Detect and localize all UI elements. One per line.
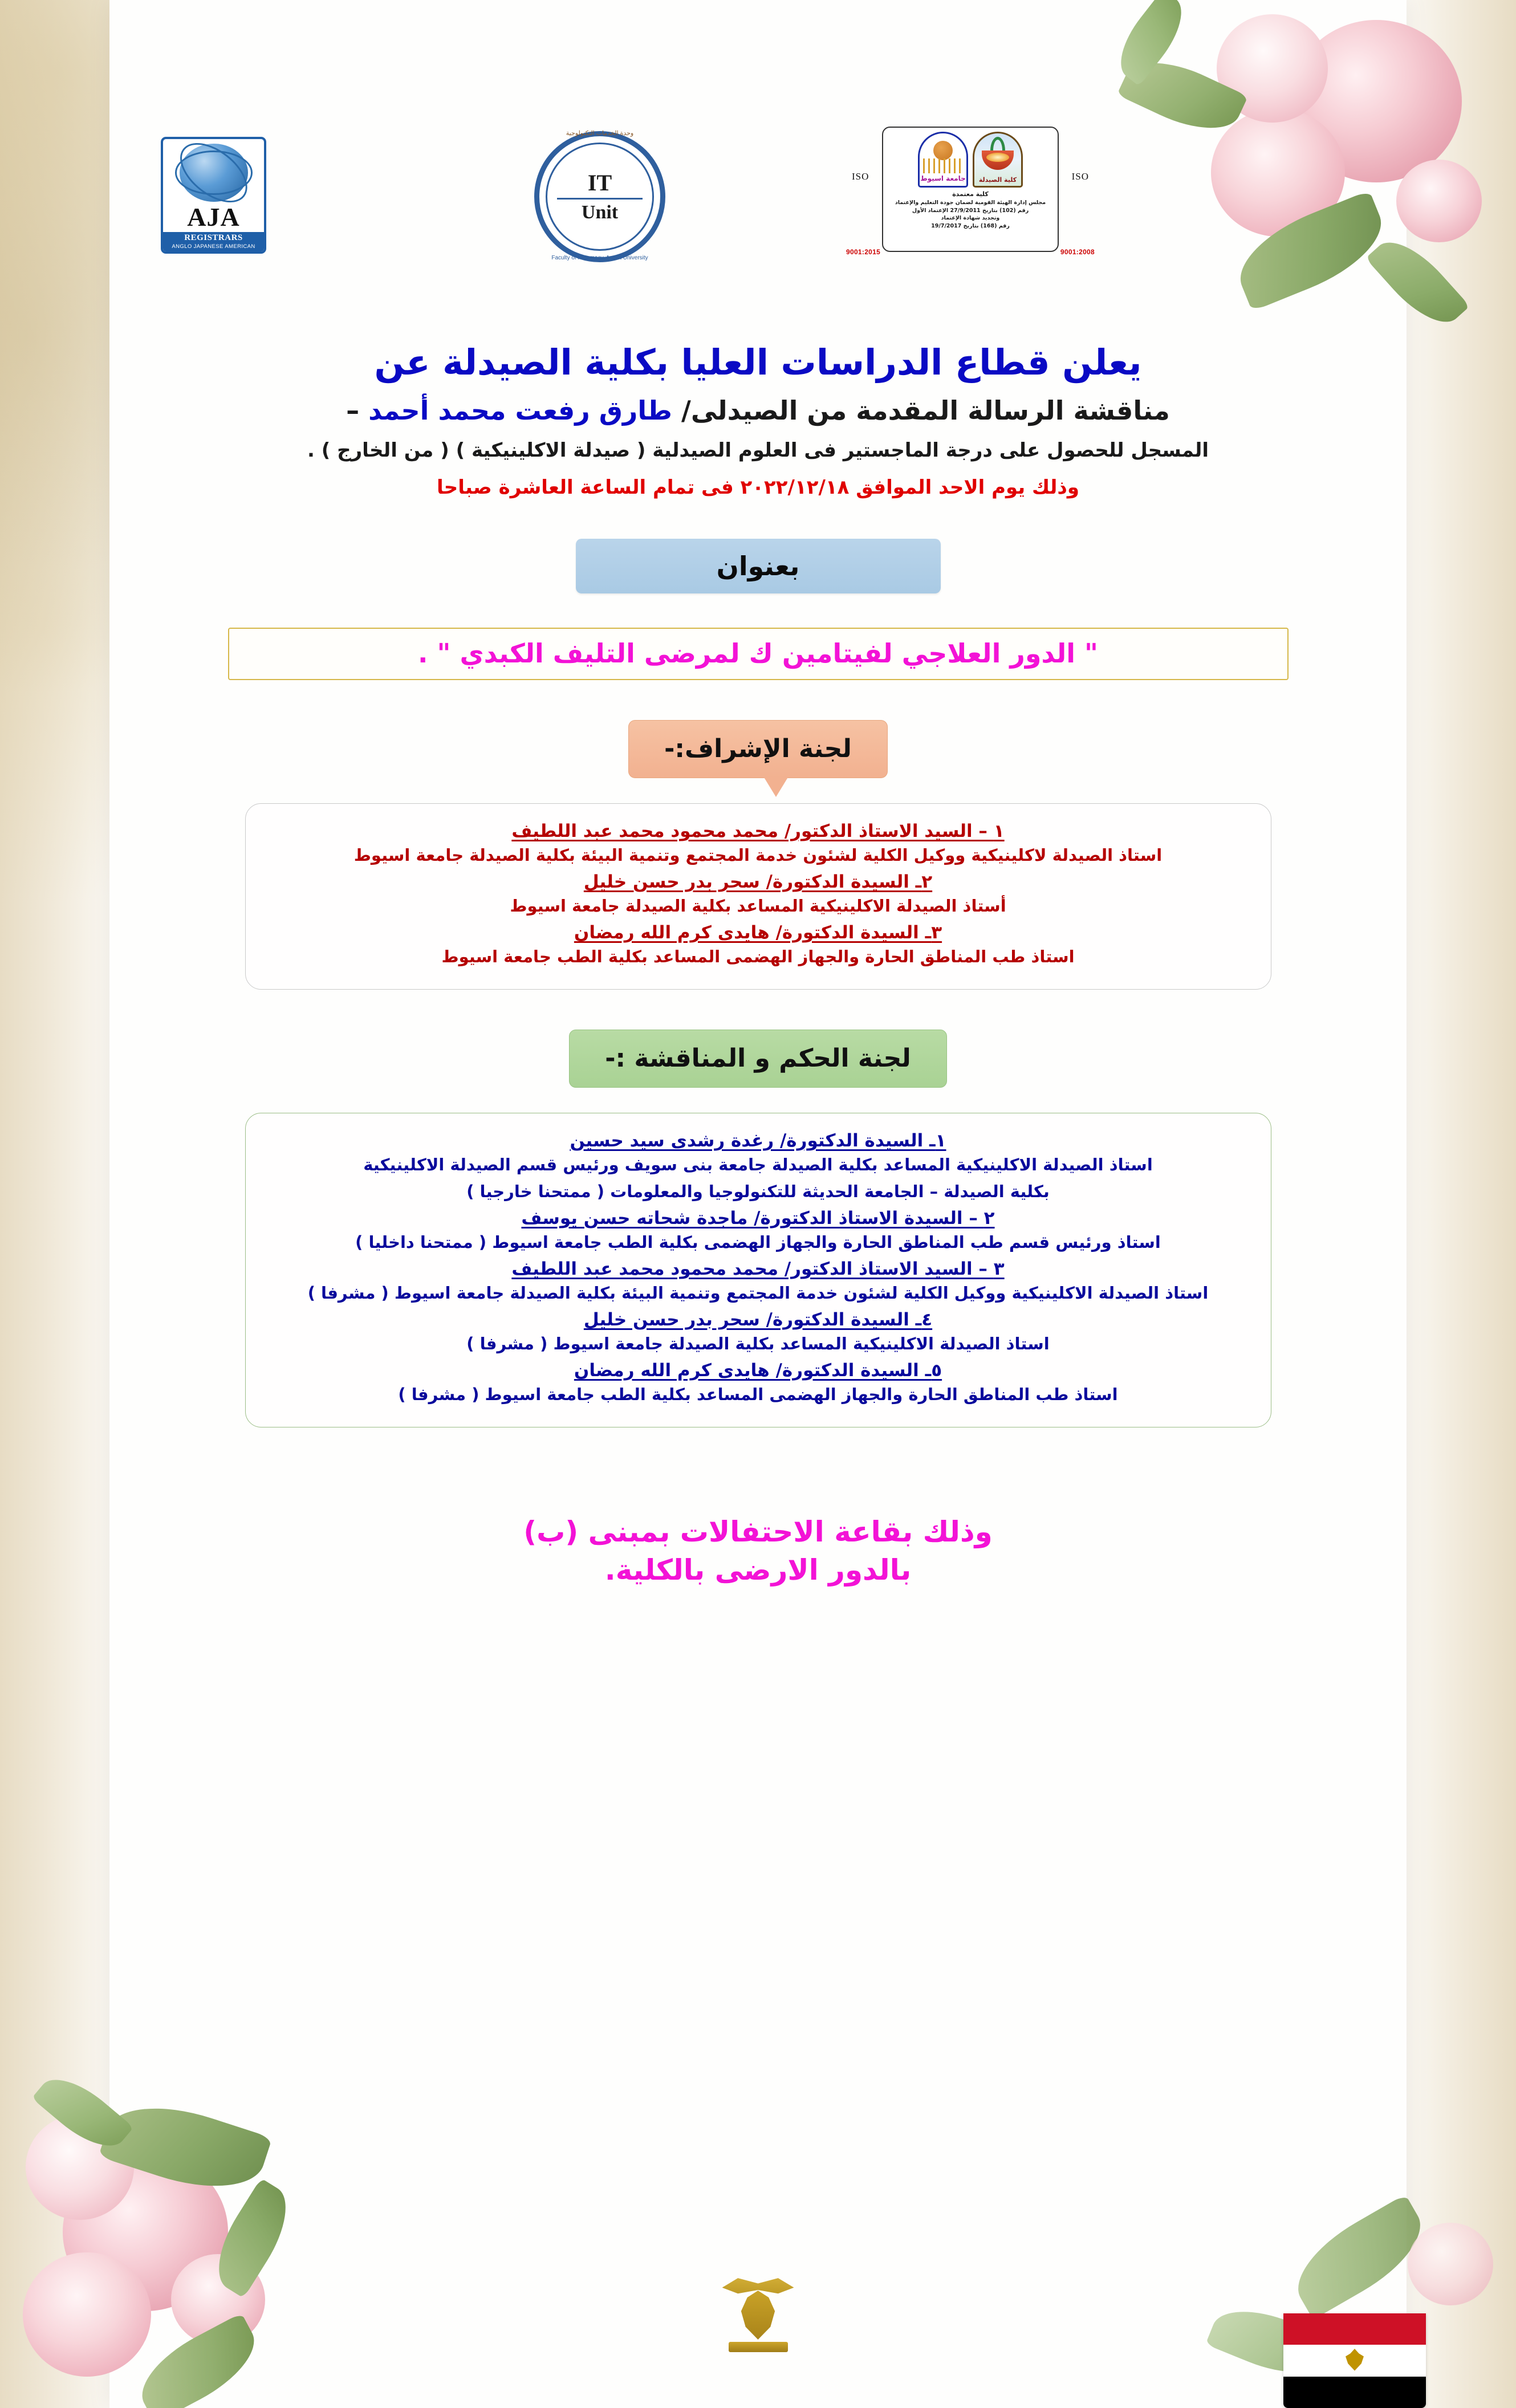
member-name: ٣ – السيد الاستاذ الدكتور/ محمد محمود محمد عبد اللطيف (511, 1258, 1005, 1279)
aja-registrars-logo (161, 137, 266, 254)
member-role: استاذ طب المناطق الحارة والجهاز الهضمى المساعد بكلية الطب جامعة اسيوط (441, 946, 1075, 966)
member-role: استاذ الصيدلة الاكلينيكية المساعد بكلية الصيدلة جامعة بنى سويف ورئيس قسم الصيدلة الاكلينيكية (363, 1155, 1153, 1175)
iso-accreditation-logo (846, 127, 1095, 261)
poster-content (109, 342, 1407, 1590)
member-role: استاذ طب المناطق الحارة والجهاز الهضمى المساعد بكلية الطب جامعة اسيوط ( مشرفا ) (398, 1384, 1118, 1404)
member-role: استاذ الصيدلة الاكلينيكية المساعد بكلية الصيدلة جامعة اسيوط ( مشرفا ) (466, 1333, 1050, 1353)
member-role: استاذ الصيدلة الاكلينيكية ووكيل الكلية لشئون خدمة المجتمع وتنمية البيئة بكلية الصيدلة جامعة اسيوط ( مشرفا ) (307, 1283, 1209, 1303)
iso-label-right: ISO (1071, 171, 1089, 182)
globe-icon (180, 144, 248, 202)
logo-row (109, 127, 1407, 280)
it-unit-unit-text: Unit (581, 201, 619, 223)
list-item (272, 1207, 1245, 1254)
member-name: ٤ـ السيدة الدكتورة/ سحر بدر حسن خليل (583, 1309, 933, 1330)
list-item (272, 820, 1245, 867)
accreditation-line-3: رقم (102) بتاريخ 27/9/2011 الإعتماد الأول (912, 207, 1029, 214)
it-unit-logo (534, 131, 665, 262)
member-name: ٣ـ السيدة الدكتورة/ هايدى كرم الله رمضان (574, 922, 942, 943)
aja-tagline: ANGLO JAPANESE AMERICAN (163, 243, 264, 251)
iso-number-right: 9001:2008 (1060, 248, 1095, 256)
it-unit-arc-bottom: Faculty of Pharmacy, Assiut University (551, 255, 648, 261)
iso-label-left: ISO (852, 171, 869, 182)
it-unit-it-text: IT (587, 169, 612, 196)
venue-line-1: وذلك بقاعة الاحتفالات بمبنى (ب) (523, 1515, 993, 1548)
faculty-of-pharmacy-crest (973, 132, 1023, 188)
assiut-university-crest (918, 132, 968, 188)
thesis-title-box: " الدور العلاجي لفيتامين ك لمرضى التليف الكبدي " . (228, 628, 1289, 680)
member-role-2: بكلية الصيدلة – الجامعة الحديثة للتكنولوجيا والمعلومات ( ممتحنا خارجيا ) (466, 1182, 1050, 1202)
member-name: ٢ـ السيدة الدكتورة/ سحر بدر حسن خليل (583, 872, 933, 893)
pharmacy-crest-label: كلية الصيدلة (978, 176, 1017, 184)
list-item (272, 1258, 1245, 1304)
accreditation-line-5: رقم (168) بتاريخ 19/7/2017 (931, 223, 1010, 230)
announcement-heading: يعلن قطاع الدراسات العليا بكلية الصيدلة عن (374, 341, 1142, 383)
member-role: استاذ الصيدلة لاكلينيكية ووكيل الكلية لشئون خدمة المجتمع وتنمية البيئة بكلية الصيدلة جامعة اسيوط (353, 845, 1163, 865)
it-unit-arc-top: وحدة الخدمات التكنولوجية (566, 130, 634, 137)
candidate-prefix: مناقشة الرسالة المقدمة من الصيدلى/ (672, 395, 1170, 426)
egypt-flag-icon (1283, 2313, 1426, 2408)
member-name: ١ – السيد الاستاذ الدكتور/ محمد محمود محمد عبد اللطيف (511, 821, 1005, 842)
member-role: استاذ ورئيس قسم طب المناطق الحارة والجهاز الهضمى بكلية الطب جامعة اسيوط ( ممتحنا داخليا ) (355, 1232, 1161, 1252)
jury-committee-list (245, 1113, 1271, 1427)
accreditation-line-2: مجلس إدارة الهيئة القومية لضمان جودة التعليم والإعتماد (895, 199, 1046, 206)
member-name: ٥ـ السيدة الدكتورة/ هايدى كرم الله رمضان (574, 1360, 942, 1381)
venue-line-2: بالدور الارضى بالكلية. (604, 1553, 912, 1587)
eagle-of-saladin-emblem (721, 2267, 795, 2352)
member-role: أستاذ الصيدلة الاكلينيكية المساعد بكلية الصيدلة جامعة اسيوط (510, 896, 1006, 916)
list-item (272, 1308, 1245, 1355)
iso-number-left: 9001:2015 (846, 248, 881, 256)
supervision-committee-heading: لجنة الإشراف:- (628, 720, 888, 778)
accreditation-line-1: كلية معتمدة (952, 190, 989, 198)
member-name: ٢ – السيدة الاستاذ الدكتورة/ ماجدة شحاته حسن يوسف (521, 1208, 995, 1229)
candidate-suffix: – (346, 395, 369, 426)
aja-wordmark: AJA (187, 202, 240, 231)
list-item (272, 871, 1245, 917)
accreditation-line-4: وتجديد شهادة الإعتماد (941, 215, 1000, 222)
university-crest-label: جامعة اسيوط (920, 174, 966, 183)
list-item (272, 921, 1245, 968)
list-item (272, 1359, 1245, 1406)
supervision-committee-list (245, 803, 1271, 990)
list-item (272, 1129, 1245, 1203)
venue-text (109, 1513, 1407, 1590)
member-name: ١ـ السيدة الدكتورة/ رغدة رشدى سيد حسين (570, 1130, 946, 1152)
thesis-candidate-line (109, 395, 1407, 426)
titled-label-box: بعنوان (576, 539, 941, 593)
aja-registrars-label: REGISTRARS (163, 232, 264, 243)
candidate-name: طارق رفعت محمد أحمد (368, 395, 672, 426)
jury-committee-heading: لجنة الحكم و المناقشة :- (569, 1030, 947, 1088)
degree-line: المسجل للحصول على درجة الماجستير فى العلوم الصيدلية ( صيدلة الاكلينيكية ) ( من الخارج ) . (307, 439, 1209, 462)
defense-date-line: وذلك يوم الاحد الموافق ٢٠٢٢/١٢/١٨ فى تمام الساعة العاشرة صباحا (437, 475, 1079, 499)
